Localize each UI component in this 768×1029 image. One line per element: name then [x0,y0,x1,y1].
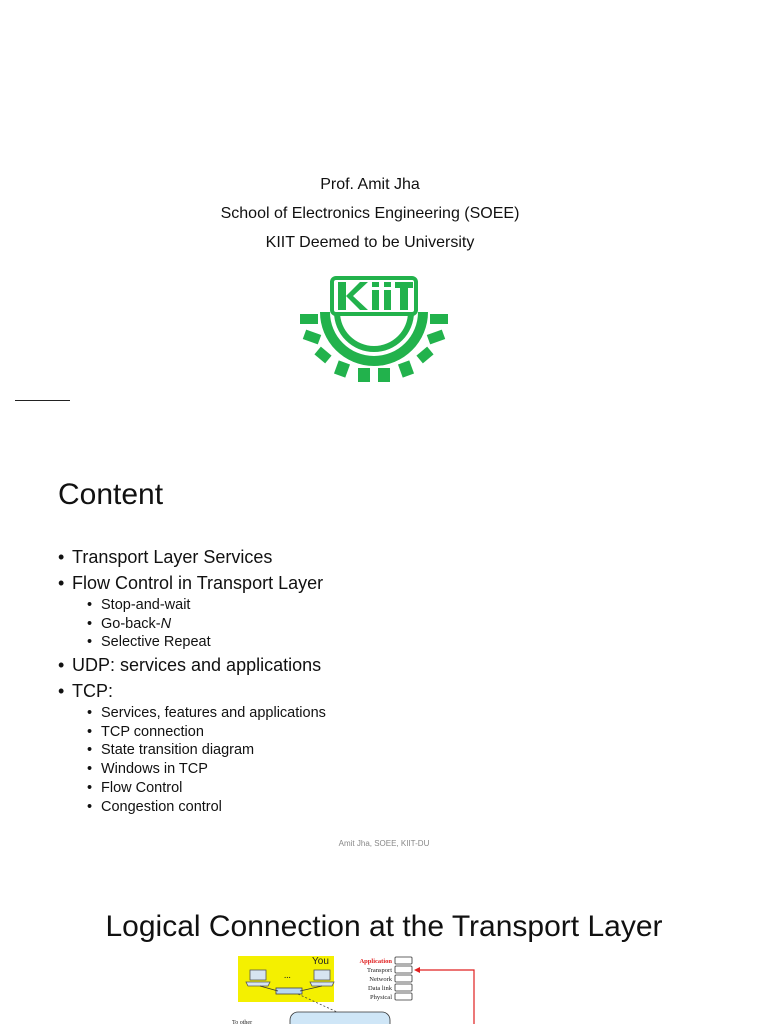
bullet-udp: • UDP: services and applications [58,652,738,678]
stack-box [395,993,412,1000]
layer-transport: Transport [366,967,392,974]
logical-connection-title: Logical Connection at the Transport Layer [105,910,663,943]
stack-box [395,984,412,991]
layer-data-link: Data link [367,985,392,992]
transport-arrow [416,970,474,1024]
logical-connection-diagram [228,954,488,1024]
layer-network: Network [369,976,392,983]
sub-bullet-stop-and-wait: • Stop-and-wait [58,596,738,615]
arrow-head-icon [414,967,420,973]
university-name: KIIT Deemed to be University [265,234,475,251]
to-other-label: To other [232,1020,253,1024]
sub-bullet-tcp-flow-control: • Flow Control [58,779,738,798]
author-name: Prof. Amit Jha [320,176,420,193]
separator-line [15,400,70,401]
sub-bullet-go-back-n: • Go-back-N [58,615,738,634]
bullet-flow-control: • Flow Control in Transport Layer [58,570,738,596]
slide-footer: Amit Jha, SOEE, KIIT-DU [338,839,430,848]
sub-bullet-tcp-connection: • TCP connection [58,723,738,742]
italic-n: N [160,615,172,632]
dots-label: ... [284,970,291,980]
kiit-logo [298,274,450,384]
stack-box [395,975,412,982]
layer-application: Application [359,958,392,965]
stack-box [395,957,412,964]
you-label: You [312,956,329,967]
school-name: School of Electronics Engineering (SOEE) [220,205,520,222]
sub-bullet-tcp-services: • Services, features and applications [58,704,738,723]
bullet-tcp: • TCP: [58,678,738,704]
sub-bullet-windows: • Windows in TCP [58,760,738,779]
bullet-transport-services: • Transport Layer Services [58,544,738,570]
sub-bullet-selective-repeat: • Selective Repeat [58,633,738,652]
switch-icon [276,988,302,994]
sub-bullet-congestion-control: • Congestion control [58,798,738,817]
content-bullet-list [58,544,738,816]
sub-bullet-state-transition: • State transition diagram [58,741,738,760]
content-slide-title: Content [58,478,164,511]
stack-box [395,966,412,973]
layer-physical: Physical [369,994,392,1001]
